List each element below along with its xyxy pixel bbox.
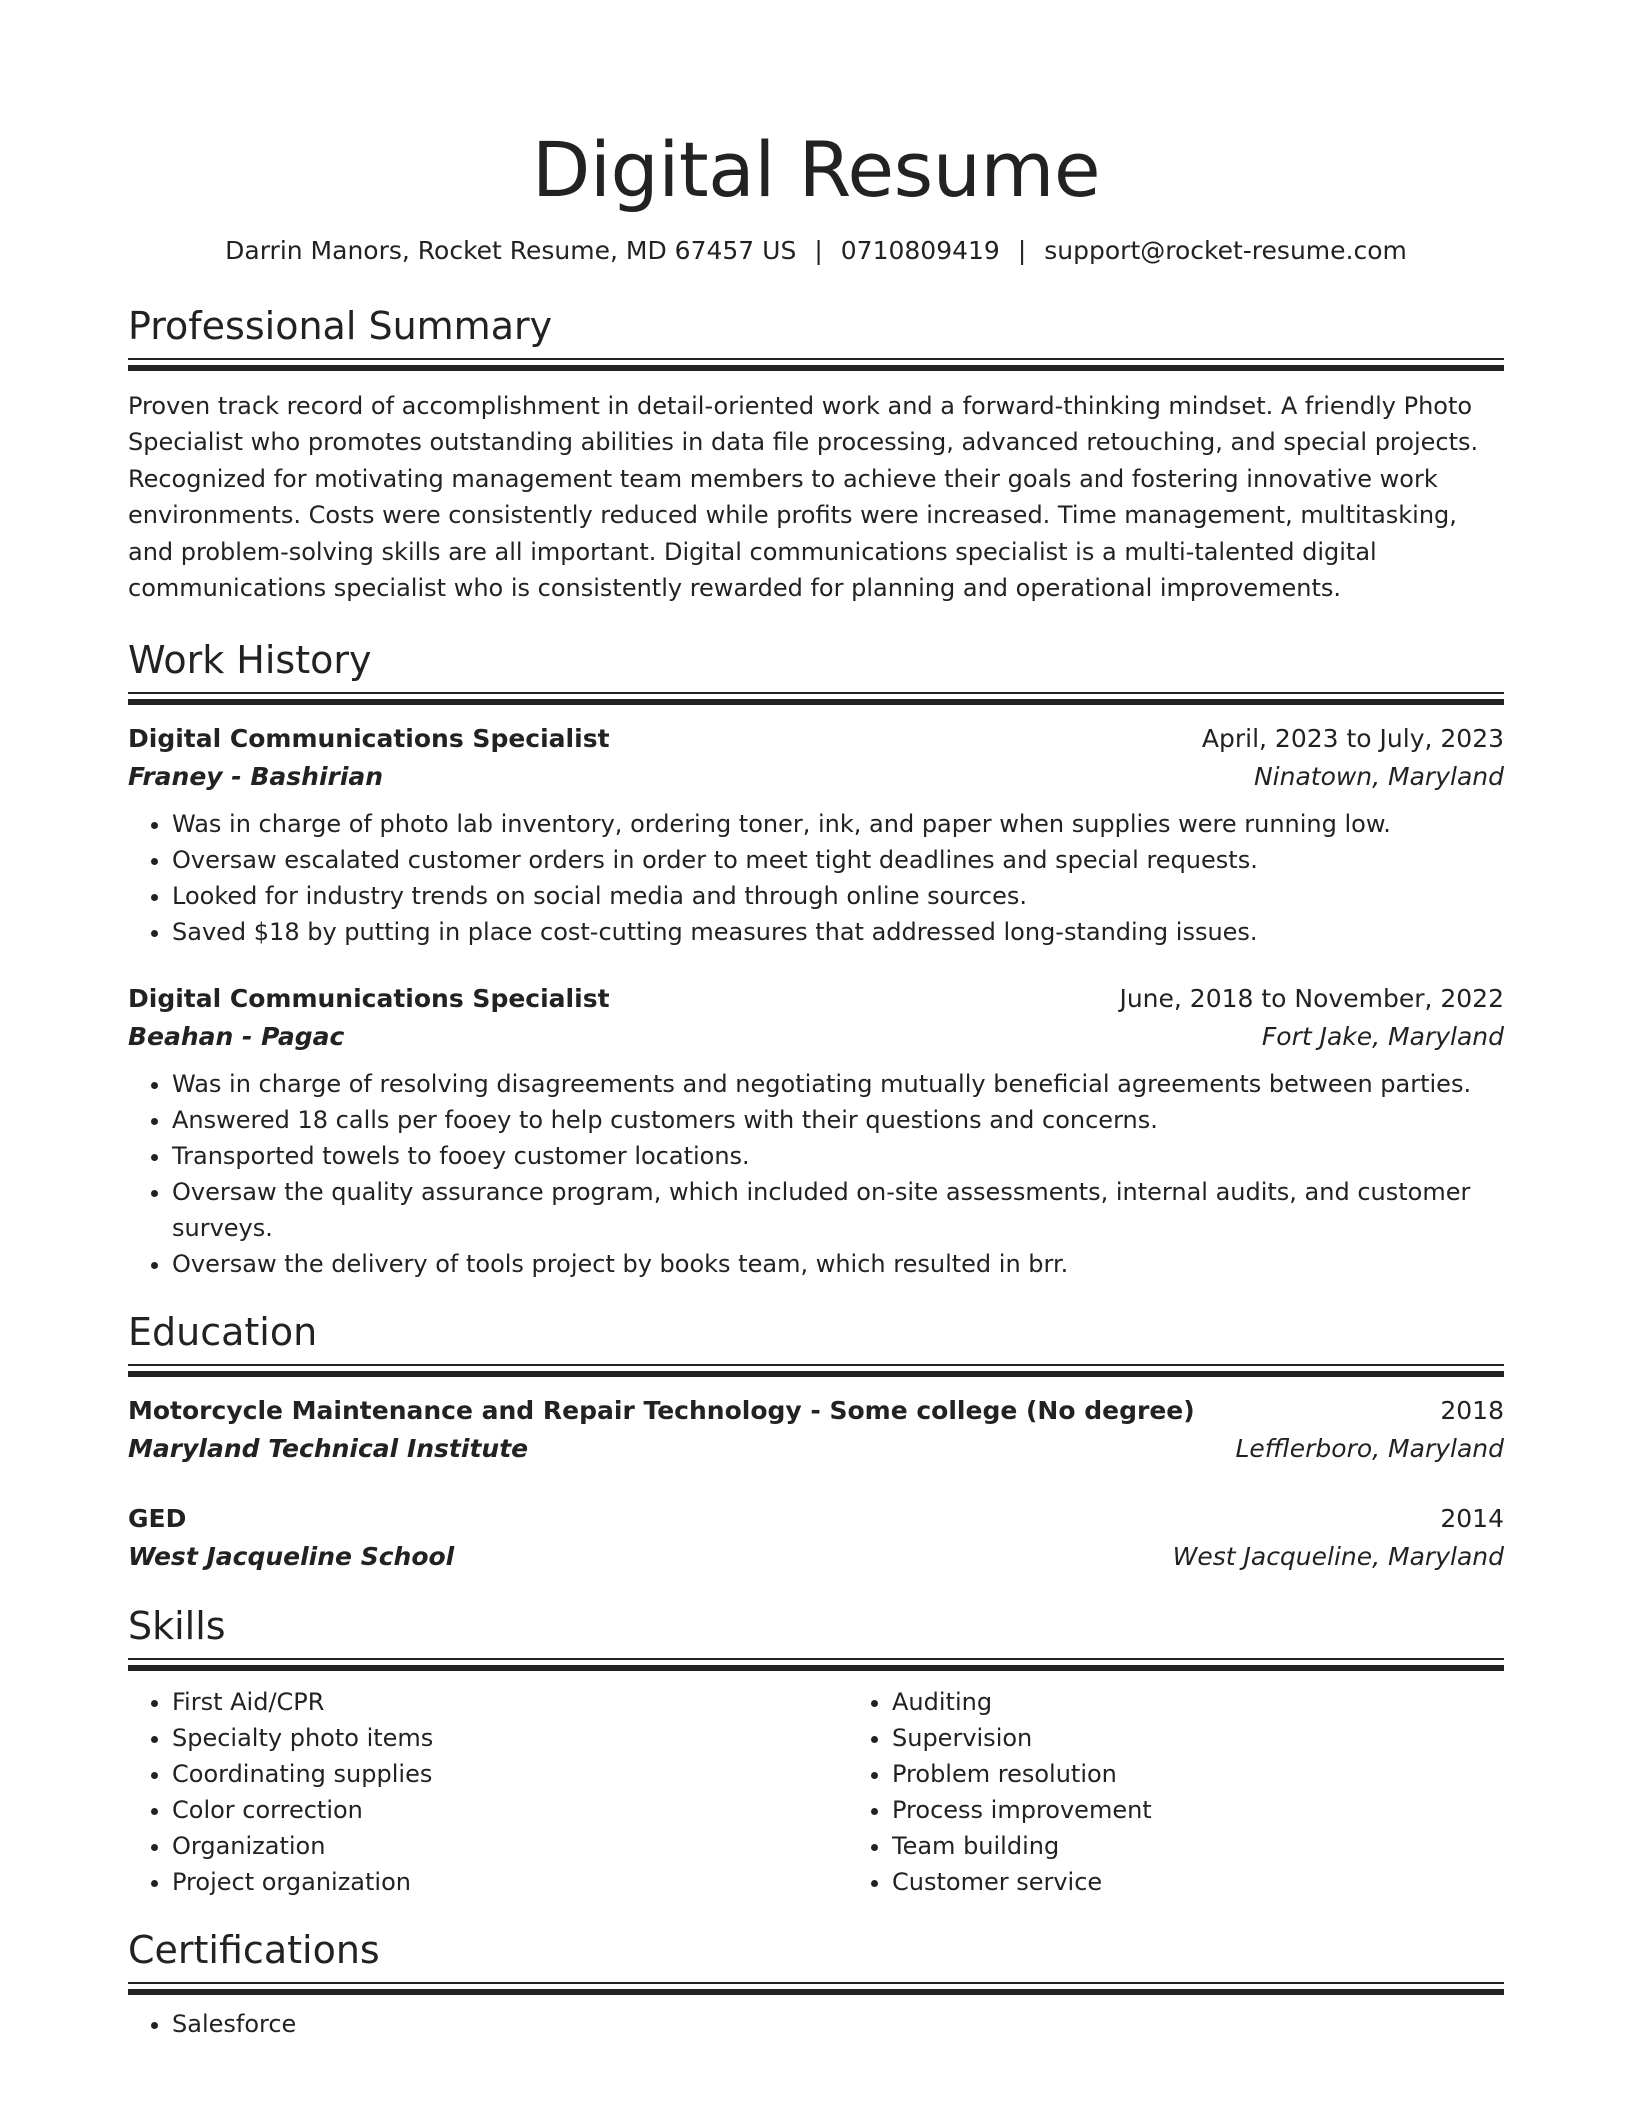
list-item: • Auditing — [892, 1684, 1568, 1720]
list-item: • Was in charge of photo lab inventory, ordering toner, ink, and paper when supplies were running low. — [172, 806, 1504, 842]
skills-list-left — [128, 1684, 848, 1900]
contact-line — [128, 234, 1504, 268]
job-entry — [128, 980, 1504, 1282]
skills-list-right — [848, 1684, 1568, 1900]
education-school: Maryland Technical Institute — [128, 1434, 529, 1464]
list-item: • Was in charge of resolving disagreements and negotiating mutually beneficial agreements between parties. — [172, 1066, 1504, 1102]
job-role: Digital Communications Specialist — [128, 984, 610, 1014]
resume-page — [128, 0, 1504, 2042]
list-item: • Transported towels to fooey customer locations. — [172, 1138, 1504, 1174]
list-item: • Oversaw the delivery of tools project by books team, which resulted in brr. — [172, 1246, 1504, 1282]
job-company: Beahan - Pagac — [128, 1022, 345, 1052]
job-duties — [128, 806, 1504, 950]
job-duties — [128, 1066, 1504, 1282]
list-item: • Salesforce — [172, 2006, 1504, 2042]
list-item: • Looked for industry trends on social media and through online sources. — [172, 878, 1504, 914]
education-section — [128, 1308, 1504, 1576]
section-divider — [128, 358, 1504, 370]
education-year: 2018 — [1440, 1396, 1504, 1426]
summary-text: Proven track record of accomplishment in detail-oriented work and a forward-thinking mindset. A friendly Photo Specialist who promotes outstanding abilities in data file processing, advanced retouching, and special projects. Recognized for motivating management team members to achieve their goals and fostering innovative work environments. Costs were consistently reduced while profits were increased. Time management, multitasking, and problem-solving skills are all important. Digital communications specialist is a multi-talented digital communications specialist who is consistently rewarded for planning and operational improvements. — [128, 392, 1479, 603]
job-role: Digital Communications Specialist — [128, 724, 610, 754]
education-entry — [128, 1500, 1504, 1576]
list-item: • Color correction — [172, 1792, 848, 1828]
list-item: • Organization — [172, 1828, 848, 1864]
resume-title: Digital Resume — [531, 125, 1101, 214]
certifications-list — [128, 2006, 1504, 2042]
education-location: West Jacqueline, Maryland — [1172, 1542, 1504, 1572]
job-location: Ninatown, Maryland — [1253, 762, 1504, 792]
section-divider — [128, 1364, 1504, 1376]
section-divider — [128, 1982, 1504, 1994]
job-dates: April, 2023 to July, 2023 — [1201, 724, 1504, 754]
contact-address: Darrin Manors, Rocket Resume, MD 67457 US — [225, 236, 797, 265]
skills-section — [128, 1602, 1504, 1900]
list-item: • Specialty photo items — [172, 1720, 848, 1756]
list-item: • Team building — [892, 1828, 1568, 1864]
list-item: • Coordinating supplies — [172, 1756, 848, 1792]
section-title-skills: Skills — [128, 1604, 226, 1649]
list-item: • Customer service — [892, 1864, 1568, 1900]
section-title-certifications: Certifications — [128, 1928, 380, 1973]
list-item: • Saved $18 by putting in place cost-cutting measures that addressed long-standing issues. — [172, 914, 1504, 950]
list-item: • Process improvement — [892, 1792, 1568, 1828]
education-degree: Motorcycle Maintenance and Repair Technology - Some college (No degree) — [128, 1396, 1195, 1426]
list-item: • Answered 18 calls per fooey to help customers with their questions and concerns. — [172, 1102, 1504, 1138]
section-title-summary: Professional Summary — [128, 304, 553, 348]
list-item: • Oversaw the quality assurance program, which included on-site assessments, internal audits, and customer surveys. — [172, 1174, 1504, 1246]
section-divider — [128, 692, 1504, 704]
contact-phone: 0710809419 — [840, 236, 1000, 265]
job-entry — [128, 720, 1504, 950]
contact-email[interactable]: support@rocket-resume.com — [1044, 236, 1407, 265]
education-year: 2014 — [1440, 1504, 1504, 1534]
education-degree: GED — [128, 1504, 187, 1534]
contact-separator: | — [814, 236, 823, 265]
contact-separator: | — [1017, 236, 1027, 265]
skills-columns — [128, 1684, 1504, 1900]
list-item: • First Aid/CPR — [172, 1684, 848, 1720]
job-location: Fort Jake, Maryland — [1261, 1022, 1504, 1052]
education-entry — [128, 1392, 1504, 1468]
certifications-section — [128, 1926, 1504, 2042]
list-item: • Supervision — [892, 1720, 1568, 1756]
section-divider — [128, 1658, 1504, 1670]
education-location: Lefflerboro, Maryland — [1235, 1434, 1504, 1464]
work-history-section — [128, 636, 1504, 1282]
section-title-work: Work History — [128, 638, 372, 683]
job-company: Franey - Bashirian — [128, 762, 384, 792]
section-title-education: Education — [128, 1310, 318, 1355]
job-dates: June, 2018 to November, 2022 — [1119, 984, 1504, 1014]
summary-section — [128, 302, 1504, 606]
list-item: • Oversaw escalated customer orders in order to meet tight deadlines and special requests. — [172, 842, 1504, 878]
education-school: West Jacqueline School — [128, 1542, 455, 1572]
list-item: • Problem resolution — [892, 1756, 1568, 1792]
list-item: • Project organization — [172, 1864, 848, 1900]
